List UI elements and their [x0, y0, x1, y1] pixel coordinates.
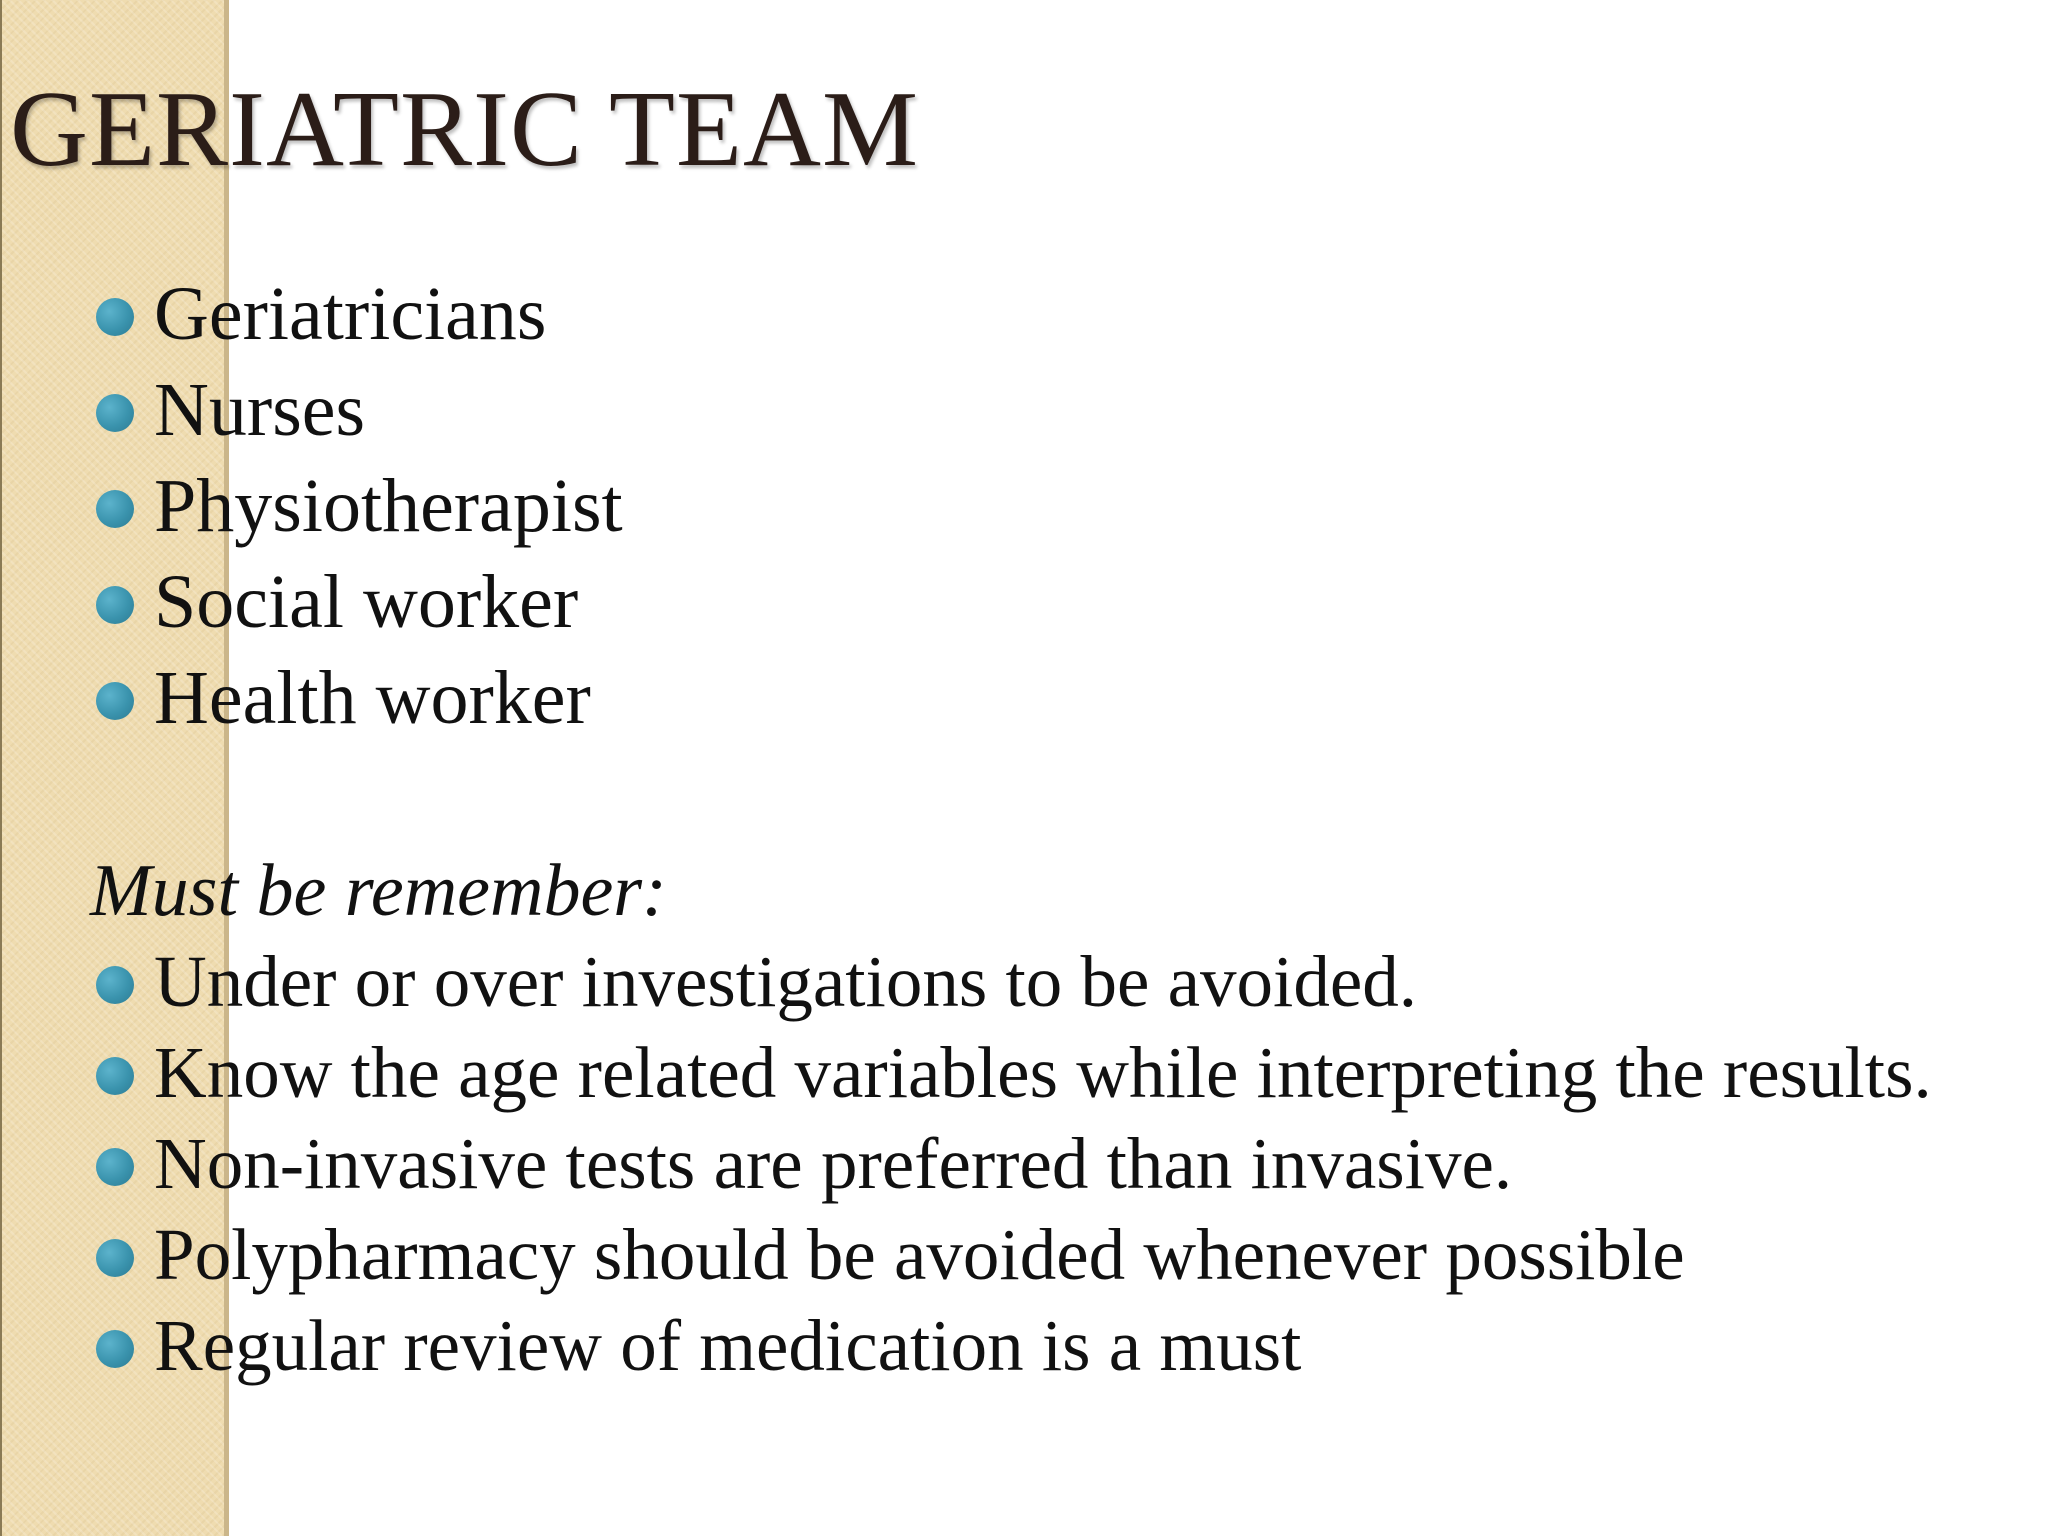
bullet-icon [96, 298, 134, 336]
bullet-icon [96, 1239, 134, 1277]
bullet-icon [96, 394, 134, 432]
list-item [96, 554, 623, 650]
bullet-icon [96, 1148, 134, 1186]
list-item [96, 1209, 1932, 1300]
list-item-text: Physiotherapist [154, 464, 623, 548]
bullet-icon [96, 1330, 134, 1368]
list-item-text: Geriatricians [154, 272, 547, 356]
bullet-icon [96, 682, 134, 720]
bullet-icon [96, 966, 134, 1004]
list-item-text: Health worker [154, 656, 591, 740]
list-item [96, 1300, 1932, 1391]
list-item-text: Under or over investigations to be avoided. [154, 941, 1417, 1022]
slide-title: GERIATRIC TEAM [10, 70, 920, 189]
list-item [96, 458, 623, 554]
bullet-icon [96, 1057, 134, 1095]
list-item-text: Polypharmacy should be avoided whenever possible [154, 1214, 1685, 1295]
list-item-text: Non-invasive tests are preferred than invasive. [154, 1123, 1513, 1204]
list-item [96, 650, 623, 746]
list-item [96, 1027, 1932, 1118]
subheading: Must be remember: [90, 850, 667, 932]
bullet-icon [96, 586, 134, 624]
remember-points-list [96, 936, 1932, 1391]
list-item [96, 1118, 1932, 1209]
list-item-text: Know the age related variables while interpreting the results. [154, 1032, 1932, 1113]
list-item [96, 936, 1932, 1027]
list-item-text: Nurses [154, 368, 366, 452]
list-item [96, 362, 623, 458]
bullet-icon [96, 490, 134, 528]
list-item-text: Social worker [154, 560, 579, 644]
list-item-text: Regular review of medication is a must [154, 1305, 1302, 1386]
team-members-list [96, 266, 623, 746]
slide-left-border [0, 0, 2, 1536]
list-item [96, 266, 623, 362]
